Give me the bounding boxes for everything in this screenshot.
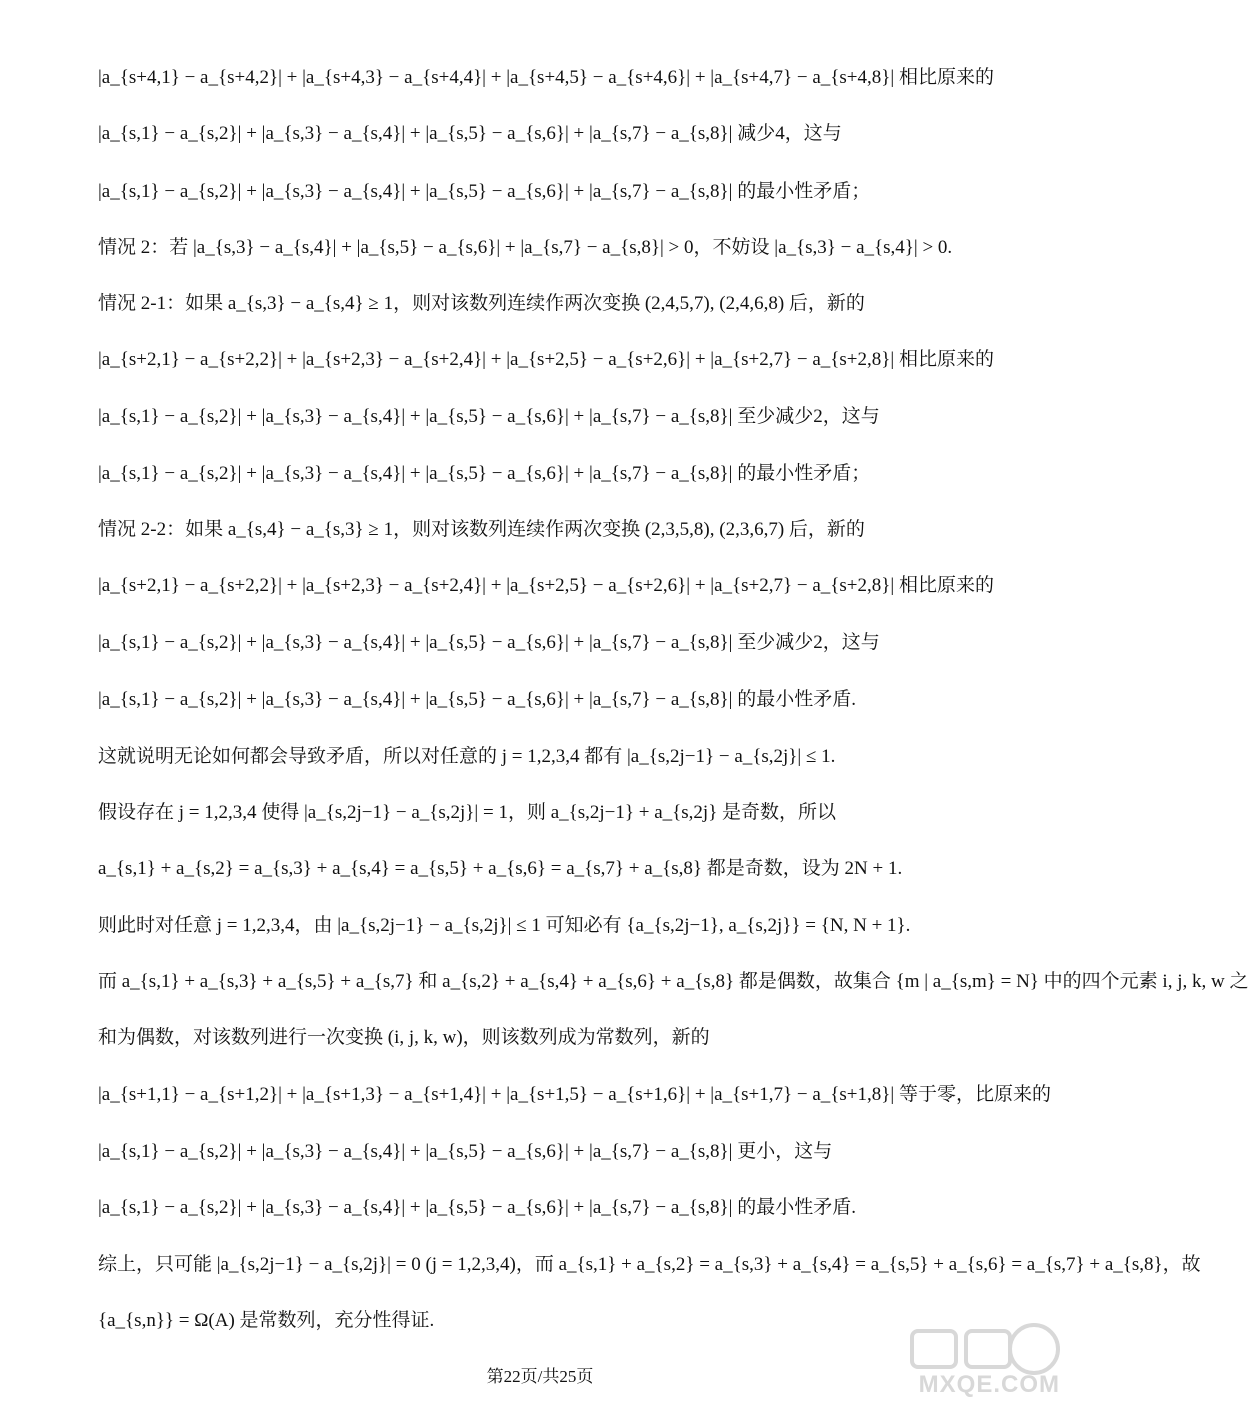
- text-line: |a_{s,1} − a_{s,2}| + |a_{s,3} − a_{s,4}| + |a_{s,5} − a_{s,6}| + |a_{s,7} − a_{s,8}| 的最小性矛盾；: [98, 463, 871, 484]
- text-line: |a_{s+2,1} − a_{s+2,2}| + |a_{s+2,3} − a_{s+2,4}| + |a_{s+2,5} − a_{s+2,6}| + |a_{s+2,7} − a_{s+2,8}| 相比原来的: [98, 349, 994, 370]
- text-line: 综上，只可能 |a_{s,2j−1} − a_{s,2j}| = 0 (j = 1,2,3,4)，而 a_{s,1} + a_{s,2} = a_{s,3} + a_{s,4} = a_{s,5} + a_{s,6} = a_{s,7} + a_{s,8}，故: [98, 1254, 1201, 1275]
- text-line: |a_{s,1} − a_{s,2}| + |a_{s,3} − a_{s,4}| + |a_{s,5} − a_{s,6}| + |a_{s,7} − a_{s,8}| 更小，这与: [98, 1141, 833, 1162]
- text-line: a_{s,1} + a_{s,2} = a_{s,3} + a_{s,4} = a_{s,5} + a_{s,6} = a_{s,7} + a_{s,8} 都是奇数，设为 2N + 1.: [98, 858, 903, 879]
- text-line: {a_{s,n}} = Ω(A) 是常数列，充分性得证.: [98, 1310, 435, 1331]
- page-footer: 第22页/共25页: [486, 1367, 594, 1386]
- text-line: 和为偶数，对该数列进行一次变换 (i, j, k, w)，则该数列成为常数列，新的: [98, 1027, 710, 1048]
- text-line: |a_{s,1} − a_{s,2}| + |a_{s,3} − a_{s,4}| + |a_{s,5} − a_{s,6}| + |a_{s,7} − a_{s,8}| 至少减少2，这与: [98, 632, 880, 653]
- text-line: 情况 2-1：如果 a_{s,3} − a_{s,4} ≥ 1，则对该数列连续作两次变换 (2,4,5,7), (2,4,6,8) 后，新的: [98, 293, 865, 314]
- text-line: 假设存在 j = 1,2,3,4 使得 |a_{s,2j−1} − a_{s,2j}| = 1，则 a_{s,2j−1} + a_{s,2j} 是奇数，所以: [98, 802, 837, 823]
- text-line: |a_{s,1} − a_{s,2}| + |a_{s,3} − a_{s,4}| + |a_{s,5} − a_{s,6}| + |a_{s,7} − a_{s,8}| 至少减少2，这与: [98, 406, 880, 427]
- text-line: 这就说明无论如何都会导致矛盾，所以对任意的 j = 1,2,3,4 都有 |a_{s,2j−1} − a_{s,2j}| ≤ 1.: [98, 746, 836, 767]
- text-line: |a_{s,1} − a_{s,2}| + |a_{s,3} − a_{s,4}| + |a_{s,5} − a_{s,6}| + |a_{s,7} − a_{s,8}| 的最小性矛盾；: [98, 181, 871, 202]
- text-line: 则此时对任意 j = 1,2,3,4，由 |a_{s,2j−1} − a_{s,2j}| ≤ 1 可知必有 {a_{s,2j−1}, a_{s,2j}} = {N, N + 1}.: [98, 915, 911, 936]
- text-line: |a_{s,1} − a_{s,2}| + |a_{s,3} − a_{s,4}| + |a_{s,5} − a_{s,6}| + |a_{s,7} − a_{s,8}| 的最小性矛盾.: [98, 1197, 856, 1218]
- watermark-site-text: MXQE.COM: [918, 1371, 1060, 1398]
- text-line: |a_{s,1} − a_{s,2}| + |a_{s,3} − a_{s,4}| + |a_{s,5} − a_{s,6}| + |a_{s,7} − a_{s,8}| 的最小性矛盾.: [98, 689, 856, 710]
- text-line: |a_{s+4,1} − a_{s+4,2}| + |a_{s+4,3} − a_{s+4,4}| + |a_{s+4,5} − a_{s+4,6}| + |a_{s+4,7} − a_{s+4,8}| 相比原来的: [98, 67, 994, 88]
- text-line: |a_{s+1,1} − a_{s+1,2}| + |a_{s+1,3} − a_{s+1,4}| + |a_{s+1,5} − a_{s+1,6}| + |a_{s+1,7} − a_{s+1,8}| 等于零，比原来的: [98, 1084, 1051, 1105]
- text-line: 而 a_{s,1} + a_{s,3} + a_{s,5} + a_{s,7} 和 a_{s,2} + a_{s,4} + a_{s,6} + a_{s,8} 都是偶数，故集合 {m | a_{s,m} = N} 中的四个元素 i, j, k, w 之: [98, 971, 1248, 992]
- text-line: |a_{s,1} − a_{s,2}| + |a_{s,3} − a_{s,4}| + |a_{s,5} − a_{s,6}| + |a_{s,7} − a_{s,8}| 减少4，这与: [98, 123, 842, 144]
- text-line: 情况 2-2：如果 a_{s,4} − a_{s,3} ≥ 1，则对该数列连续作两次变换 (2,3,5,8), (2,3,6,7) 后，新的: [98, 519, 865, 540]
- text-line: |a_{s+2,1} − a_{s+2,2}| + |a_{s+2,3} − a_{s+2,4}| + |a_{s+2,5} − a_{s+2,6}| + |a_{s+2,7} − a_{s+2,8}| 相比原来的: [98, 575, 994, 596]
- watermark-logo: [894, 1321, 1064, 1401]
- text-line: 情况 2：若 |a_{s,3} − a_{s,4}| + |a_{s,5} − a_{s,6}| + |a_{s,7} − a_{s,8}| > 0，不妨设 |a_{s,3} − a_{s,4}| > 0.: [98, 237, 953, 258]
- watermark-icon: [894, 1321, 1064, 1377]
